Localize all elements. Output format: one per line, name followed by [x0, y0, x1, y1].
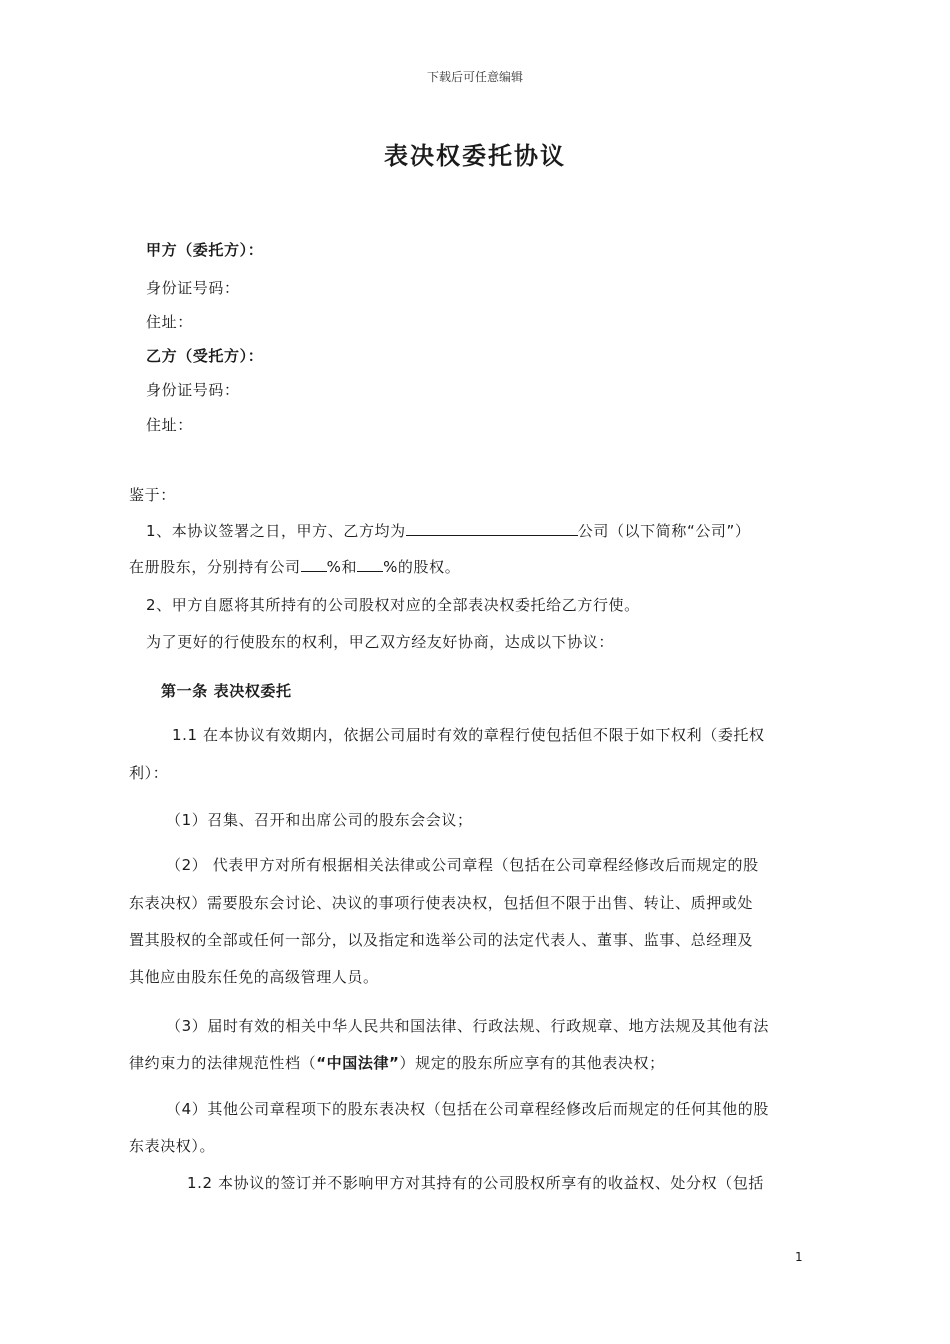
party-a-address-label: 住址： — [146, 313, 193, 331]
party-b-share-blank — [357, 556, 383, 572]
party-b-id-label: 身份证号码： — [146, 381, 240, 399]
clause-1-2-line-1: 1.2 本协议的签订并不影响甲方对其持有的公司股权所享有的收益权、处分权（包括 — [187, 1174, 765, 1192]
whereas-label: 鉴于： — [129, 486, 176, 504]
list-item-3-line-2 — [129, 1052, 665, 1073]
party-b-label: 乙方（受托方）： — [146, 347, 264, 365]
list-item-4-line-1: （4）其他公司章程项下的股东表决权（包括在公司章程经修改后而规定的任何其他的股 — [166, 1100, 769, 1118]
list-item-3-text-a: 律约束力的法律规范性档（ — [129, 1054, 317, 1072]
list-item-1: （1）召集、召开和出席公司的股东会会议； — [166, 811, 473, 829]
list-item-2-line-3: 置其股权的全部或任何一部分，以及指定和选举公司的法定代表人、董事、监事、总经理及 — [129, 931, 754, 949]
party-a-share-blank — [301, 556, 327, 572]
clause-1-1-line-2: 利）： — [129, 764, 169, 782]
whereas-item-1-text-b: 公司（以下简称“公司”） — [577, 522, 751, 540]
company-name-blank — [406, 520, 578, 536]
whereas-item-1-text-a: 1、本协议签署之日，甲方、乙方均为 — [146, 522, 406, 540]
list-item-2-line-1: （2） 代表甲方对所有根据相关法律或公司章程（包括在公司章程经修改后而规定的股 — [166, 856, 759, 874]
whereas-item-1-text-e: %的股权。 — [383, 558, 461, 576]
whereas-item-2: 2、甲方自愿将其所持有的公司股权对应的全部表决权委托给乙方行使。 — [146, 596, 640, 614]
header-note: 下载后可任意编辑 — [426, 70, 523, 84]
page-number: 1 — [795, 1250, 803, 1264]
clause-1-1-line-1: 1.1 在本协议有效期内，依据公司届时有效的章程行使包括但不限于如下权利（委托权 — [172, 726, 765, 744]
whereas-item-1-line-2 — [129, 556, 460, 577]
list-item-4-line-2: 东表决权）。 — [129, 1137, 216, 1155]
party-a-id-label: 身份证号码： — [146, 279, 240, 297]
party-b-address-label: 住址： — [146, 416, 193, 434]
whereas-item-1-line-1 — [146, 520, 751, 541]
document-title: 表决权委托协议 — [384, 142, 566, 170]
party-a-label: 甲方（委托方）： — [146, 241, 264, 259]
whereas-intro: 为了更好的行使股东的权利，甲乙双方经友好协商，达成以下协议： — [146, 633, 615, 651]
list-item-3-line-1: （3）届时有效的相关中华人民共和国法律、行政法规、行政规章、地方法规及其他有法 — [166, 1017, 769, 1035]
whereas-item-1-text-d: %和 — [326, 558, 358, 576]
list-item-2-line-4: 其他应由股东任免的高级管理人员。 — [129, 968, 379, 986]
list-item-3-text-b: ）规定的股东所应享有的其他表决权； — [399, 1054, 665, 1072]
list-item-2-line-2: 东表决权）需要股东会讨论、决议的事项行使表决权，包括但不限于出售、转让、质押或处 — [129, 894, 754, 912]
china-law-term: “中国法律” — [316, 1054, 400, 1072]
whereas-item-1-text-c: 在册股东，分别持有公司 — [129, 558, 301, 576]
article-1-heading: 第一条 表决权委托 — [161, 682, 292, 700]
